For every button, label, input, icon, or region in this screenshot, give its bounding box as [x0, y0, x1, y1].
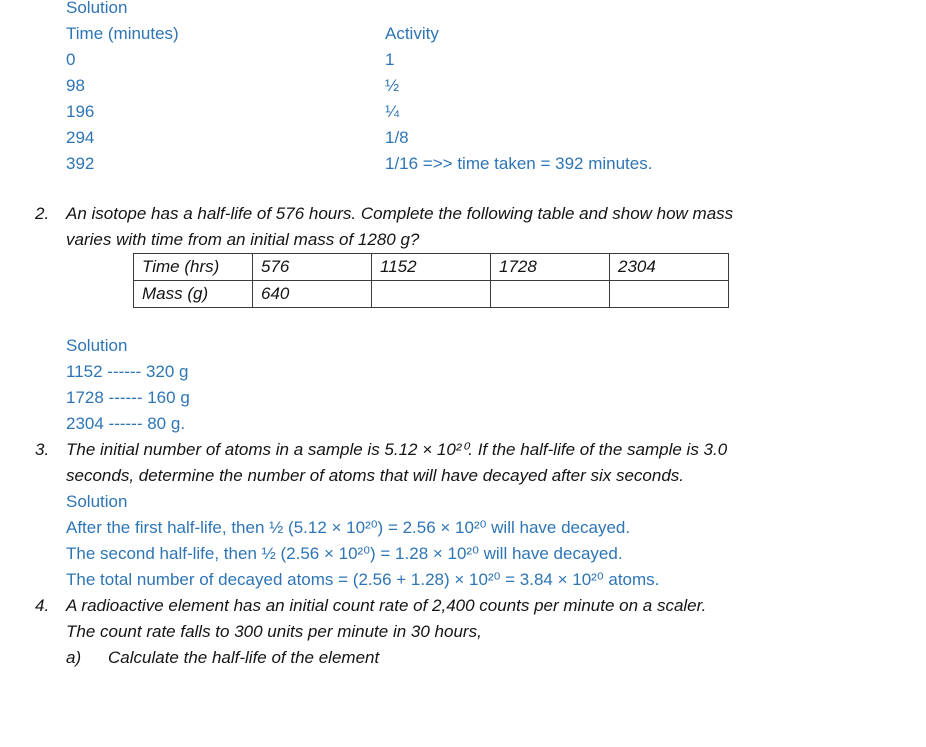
question-4-line: A radioactive element has an initial count rate of 2,400 counts per minute on a scaler.	[66, 596, 707, 615]
activity-value-conclusion: 1/16 =>> time taken = 392 minutes.	[385, 154, 653, 173]
table-cell: 576	[253, 254, 372, 281]
solution1-row	[66, 73, 926, 99]
question-3-line: seconds, determine the number of atoms that will have decayed after six seconds.	[66, 466, 684, 485]
activity-column-header: Activity	[385, 24, 439, 43]
solution1-row	[66, 151, 926, 177]
activity-value: 1/8	[385, 128, 409, 147]
time-value: 392	[66, 154, 95, 173]
solution1-row	[66, 47, 926, 73]
solution1-row	[66, 99, 926, 125]
table-row-mass	[134, 281, 729, 308]
solution3-block	[0, 489, 926, 593]
solution2-line: 1152 ------ 320 g	[66, 362, 189, 381]
activity-value: 1	[385, 50, 395, 69]
solution2-block	[0, 333, 926, 437]
question-4	[0, 593, 926, 645]
question-2-line: varies with time from an initial mass of 1280 g?	[66, 230, 420, 249]
solution1-block	[0, 0, 926, 177]
table-cell: Time (hrs)	[134, 254, 253, 281]
table-cell: 1152	[372, 254, 491, 281]
table-cell-empty	[372, 281, 491, 308]
question-3-line: The initial number of atoms in a sample is 5.12 × 10²⁰. If the half-life of the sample is 3.0	[66, 440, 728, 459]
table-cell-empty	[491, 281, 610, 308]
question-2-line: An isotope has a half-life of 576 hours. Complete the following table and show how mass	[66, 204, 734, 223]
question-3-number: 3.	[35, 440, 50, 459]
solution1-header-row	[66, 21, 926, 47]
time-column-header: Time (minutes)	[66, 24, 179, 43]
table-cell-empty	[610, 281, 729, 308]
question-3	[0, 437, 926, 489]
question-4-line: The count rate falls to 300 units per minute in 30 hours,	[66, 622, 482, 641]
table-row-time	[134, 254, 729, 281]
activity-value: ¼	[385, 102, 400, 121]
time-value: 0	[66, 50, 76, 69]
time-value: 196	[66, 102, 95, 121]
question-4-number: 4.	[35, 596, 50, 615]
question-4a-text: Calculate the half-life of the element	[108, 648, 380, 667]
question-4a-label: a)	[66, 648, 82, 667]
solution1-label: Solution	[66, 0, 128, 17]
solution2-line: 2304 ------ 80 g.	[66, 414, 186, 433]
solution2-line: 1728 ------ 160 g	[66, 388, 190, 407]
solution2-label: Solution	[66, 336, 128, 355]
solution3-label: Solution	[66, 492, 128, 511]
activity-value: ½	[385, 76, 400, 95]
solution3-line: The total number of decayed atoms = (2.56 + 1.28) × 10²⁰ = 3.84 × 10²⁰ atoms.	[66, 570, 660, 589]
solution3-line: The second half-life, then ½ (2.56 × 10²⁰) = 1.28 × 10²⁰ will have decayed.	[66, 544, 623, 563]
table-cell: 1728	[491, 254, 610, 281]
table-cell: Mass (g)	[134, 281, 253, 308]
solution3-line: After the first half-life, then ½ (5.12 × 10²⁰) = 2.56 × 10²⁰ will have decayed.	[66, 518, 631, 537]
table-cell: 2304	[610, 254, 729, 281]
table-cell: 640	[253, 281, 372, 308]
time-value: 98	[66, 76, 85, 95]
solution1-row	[66, 125, 926, 151]
question-2-number: 2.	[35, 204, 50, 223]
question-4a	[0, 645, 926, 671]
half-life-table	[133, 253, 729, 308]
time-value: 294	[66, 128, 95, 147]
question-2	[0, 201, 926, 253]
